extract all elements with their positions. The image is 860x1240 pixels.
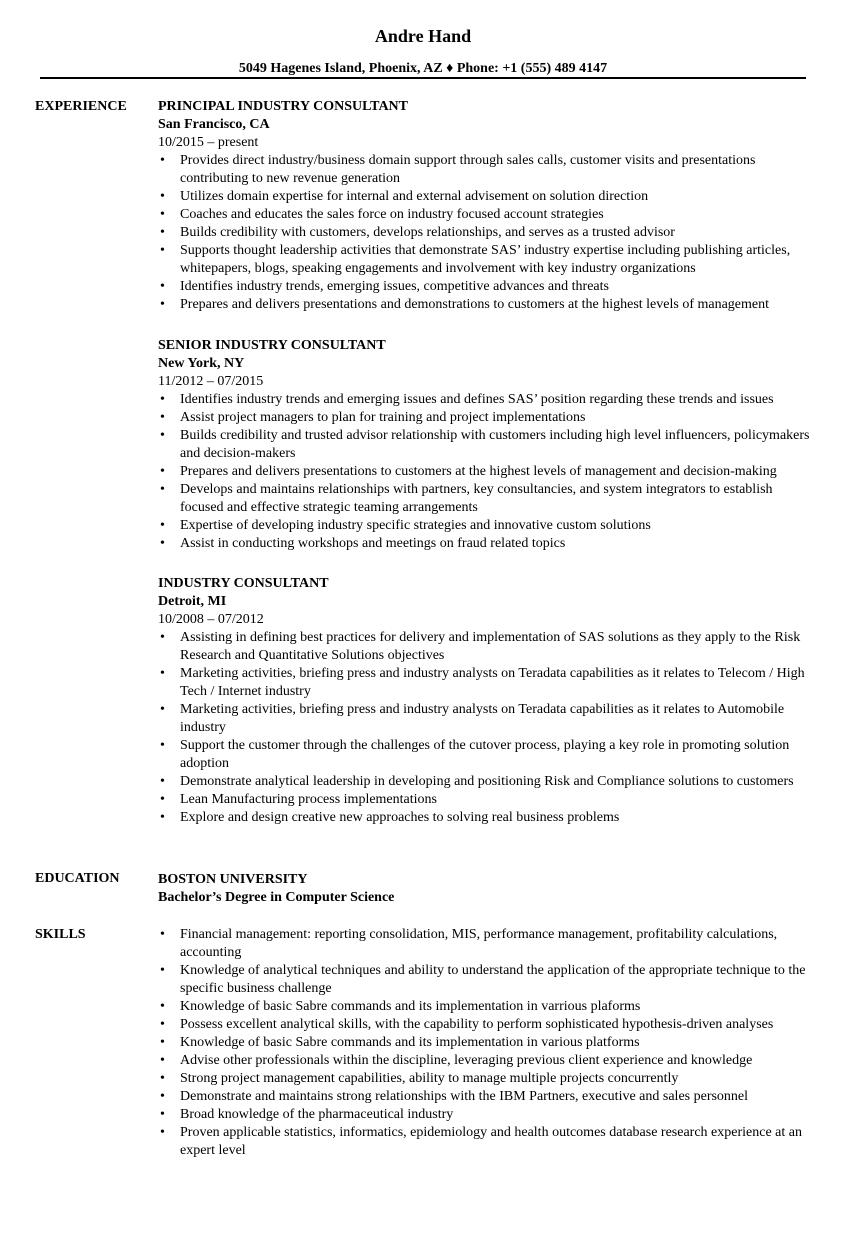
job-title: INDUSTRY CONSULTANT (158, 576, 329, 591)
bullet-icon: • (160, 792, 165, 807)
bullet-icon: • (160, 225, 165, 240)
job-2 (158, 337, 818, 553)
bullet-icon: • (160, 1089, 165, 1104)
bullet-icon: • (160, 207, 165, 222)
bullet-icon: • (160, 243, 165, 258)
job-dates: 11/2012 – 07/2015 (158, 374, 264, 389)
bullet-icon: • (160, 810, 165, 825)
bullet-icon: • (160, 279, 165, 294)
list-item: • Provides direct industry/business domain support through sales calls, customer visits and presentations contributing to new revenue generation (160, 153, 756, 186)
bullet-icon: • (160, 297, 165, 312)
list-item: • Prepares and delivers presentations and demonstrations to customers at the highest levels of management (160, 297, 770, 312)
list-item: • Proven applicable statistics, informatics, epidemiology and health outcomes database research experience at an expert level (160, 1125, 802, 1158)
experience-section-label: EXPERIENCE (35, 99, 127, 114)
list-item: • Builds credibility with customers, develops relationships, and serves as a trusted advisor (160, 225, 675, 240)
contact-line: 5049 Hagenes Island, Phoenix, AZ ♦ Phone: +1 (555) 489 4147 (238, 61, 608, 76)
skills-section-label: SKILLS (35, 927, 86, 942)
job-bullets (158, 629, 818, 827)
job-title: PRINCIPAL INDUSTRY CONSULTANT (158, 99, 408, 114)
bullet-icon: • (160, 1107, 165, 1122)
bullet-icon: • (160, 153, 165, 168)
list-item: • Utilizes domain expertise for internal and external advisement on solution direction (160, 189, 649, 204)
bullet-icon: • (160, 428, 165, 443)
candidate-name: Andre Hand (374, 26, 472, 46)
list-item: • Demonstrate analytical leadership in developing and positioning Risk and Compliance solutions to customers (160, 774, 794, 789)
list-item: • Demonstrate and maintains strong relationships with the IBM Partners, executive and sales personnel (160, 1089, 749, 1104)
list-item: • Prepares and delivers presentations to customers at the highest levels of management and decision-making (160, 464, 777, 479)
bullet-icon: • (160, 963, 165, 978)
list-item: • Knowledge of basic Sabre commands and its implementation in various platforms (160, 1035, 640, 1050)
bullet-icon: • (160, 482, 165, 497)
list-item: • Assist in conducting workshops and meetings on fraud related topics (160, 536, 566, 551)
resume-header (40, 24, 806, 78)
list-item: • Explore and design creative new approaches to solving real business problems (160, 810, 620, 825)
list-item: • Knowledge of basic Sabre commands and its implementation in varrious plaforms (160, 999, 641, 1014)
bullet-icon: • (160, 702, 165, 717)
header-divider (40, 77, 806, 79)
job-dates: 10/2008 – 07/2012 (158, 612, 264, 627)
list-item: • Supports thought leadership activities that demonstrate SAS’ industry expertise including publishing articles, whitepapers, blogs, speaking engagements and involvement with key industry organizations (160, 243, 791, 276)
job-location: Detroit, MI (158, 594, 227, 609)
bullet-icon: • (160, 774, 165, 789)
list-item: • Identifies industry trends, emerging issues, competitive advances and threats (160, 279, 609, 294)
bullet-icon: • (160, 464, 165, 479)
list-item: • Financial management: reporting consolidation, MIS, performance management, profitability calculations, accounting (160, 927, 778, 960)
education-entry (158, 871, 818, 907)
job-location: New York, NY (158, 356, 245, 371)
bullet-icon: • (160, 189, 165, 204)
degree: Bachelor’s Degree in Computer Science (158, 890, 395, 905)
bullet-icon: • (160, 392, 165, 407)
list-item: • Assisting in defining best practices for delivery and implementation of SAS solutions as they apply to the Risk Research and Quantitative Solutions objectives (160, 630, 801, 663)
education-section-label: EDUCATION (35, 871, 120, 886)
list-item: • Expertise of developing industry specific strategies and innovative custom solutions (160, 518, 651, 533)
bullet-icon: • (160, 999, 165, 1014)
bullet-icon: • (160, 1035, 165, 1050)
job-3 (158, 575, 818, 827)
skills-list (158, 926, 818, 1160)
job-1 (158, 98, 818, 314)
bullet-icon: • (160, 410, 165, 425)
bullet-icon: • (160, 630, 165, 645)
list-item: • Develops and maintains relationships with partners, key consultancies, and system integrators to establish focused and effective strategic teaming arrangements (160, 482, 773, 515)
skills-bullets (158, 926, 818, 1160)
bullet-icon: • (160, 738, 165, 753)
job-location: San Francisco, CA (158, 117, 270, 132)
bullet-icon: • (160, 1071, 165, 1086)
bullet-icon: • (160, 518, 165, 533)
list-item: • Lean Manufacturing process implementations (160, 792, 437, 807)
list-item: • Possess excellent analytical skills, with the capability to perform sophisticated hypothesis-driven analyses (160, 1017, 774, 1032)
bullet-icon: • (160, 666, 165, 681)
list-item: • Coaches and educates the sales force on industry focused account strategies (160, 207, 604, 222)
bullet-icon: • (160, 536, 165, 551)
list-item: • Marketing activities, briefing press and industry analysts on Teradata capabilities as it relates to Telecom / High Tech / Internet industry (160, 666, 805, 699)
list-item: • Strong project management capabilities, ability to manage multiple projects concurrently (160, 1071, 679, 1086)
bullet-icon: • (160, 1017, 165, 1032)
list-item: • Support the customer through the challenges of the cutover process, playing a key role in promoting solution adoption (160, 738, 790, 771)
job-title: SENIOR INDUSTRY CONSULTANT (158, 338, 386, 353)
job-bullets (158, 152, 818, 314)
bullet-icon: • (160, 1053, 165, 1068)
bullet-icon: • (160, 1125, 165, 1140)
list-item: • Broad knowledge of the pharmaceutical industry (160, 1107, 454, 1122)
bullet-icon: • (160, 927, 165, 942)
list-item: • Advise other professionals within the discipline, leveraging previous client experience and knowledge (160, 1053, 753, 1068)
list-item: • Assist project managers to plan for training and project implementations (160, 410, 586, 425)
list-item: • Knowledge of analytical techniques and ability to understand the application of the appropriate technique to the specific business challenge (160, 963, 806, 996)
job-dates: 10/2015 – present (158, 135, 259, 150)
list-item: • Identifies industry trends and emerging issues and defines SAS’ position regarding these trends and issues (160, 392, 774, 407)
job-bullets (158, 391, 818, 553)
list-item: • Builds credibility and trusted advisor relationship with customers including high level influencers, policymakers and decision-makers (160, 428, 810, 461)
school-name: BOSTON UNIVERSITY (158, 872, 308, 887)
list-item: • Marketing activities, briefing press and industry analysts on Teradata capabilities as it relates to Automobile industry (160, 702, 785, 735)
